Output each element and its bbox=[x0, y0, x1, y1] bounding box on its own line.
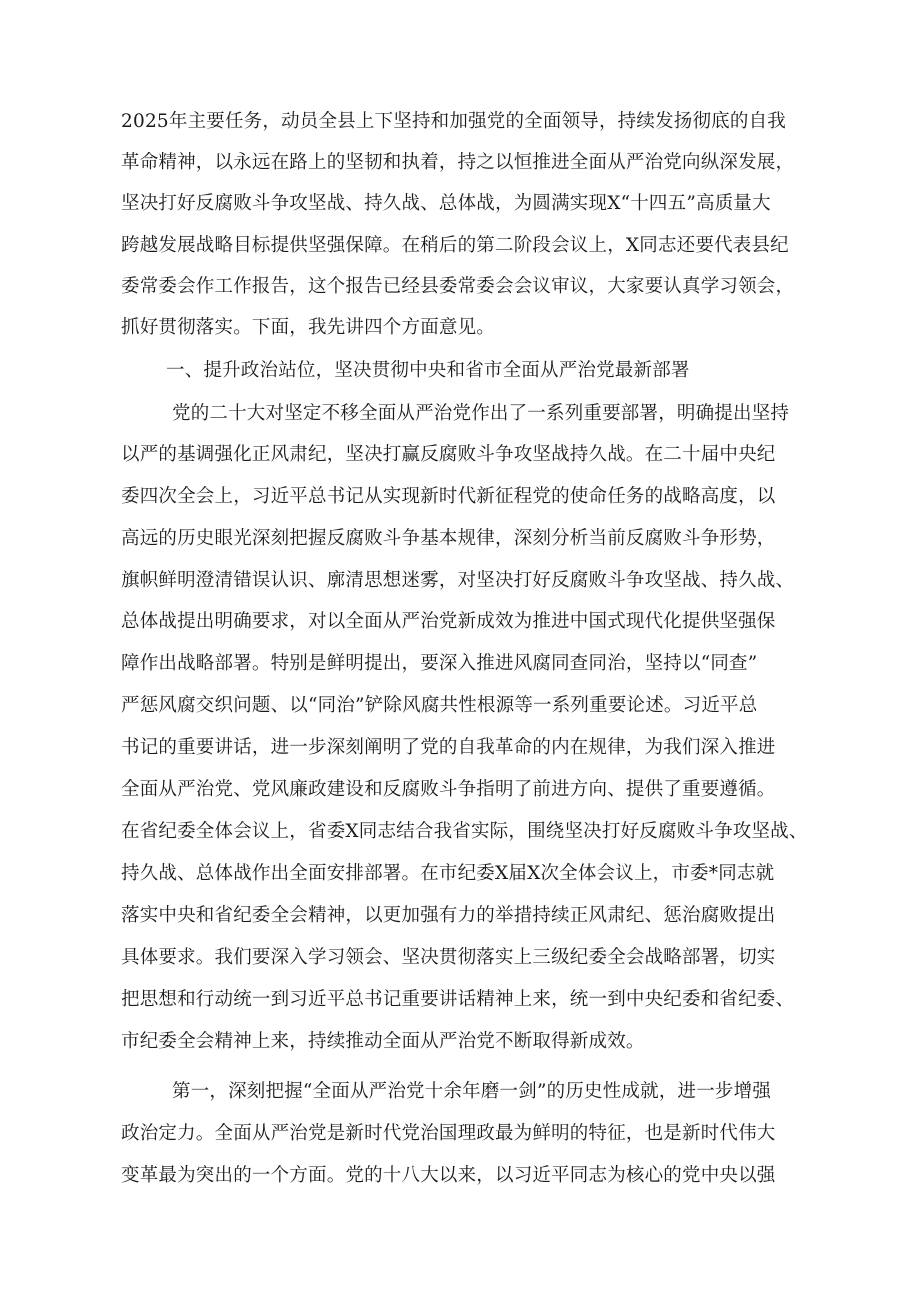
text-line: 委四次全会上，习近平总书记从实现新时代新征程党的使命任务的战略高度，以 bbox=[121, 486, 776, 507]
text-line: 跨越发展战略目标提供坚强保障。在稍后的第二阶段会议上，X同志还要代表县纪 bbox=[121, 235, 789, 256]
text-line: 坚决打好反腐败斗争攻坚战、持久战、总体战，为圆满实现X“十四五”高质量大 bbox=[121, 193, 771, 214]
heading-text: 一、提升政治站位，坚决贯彻中央和省市全面从严治党最新部署 bbox=[166, 360, 690, 381]
text-line: 抓好贯彻落实。下面，我先讲四个方面意见。 bbox=[121, 317, 496, 338]
text-line: 变革最为突出的一个方面。党的十八大以来，以习近平同志为核心的党中央以强 bbox=[121, 1165, 776, 1186]
text-line: 政治定力。全面从严治党是新时代党治国理政最为鲜明的特征，也是新时代伟大 bbox=[121, 1123, 776, 1144]
text-line: 把思想和行动统一到习近平总书记重要讲话精神上来，统一到中央纪委和省纪委、 bbox=[121, 989, 795, 1010]
text-line: 以严的基调强化正风肃纪，坚决打赢反腐败斗争攻坚战持久战。在二十届中央纪 bbox=[121, 444, 776, 465]
text-line: 第一，深刻把握“全面从严治党十余年磨一剑”的历史性成就，进一步增强 bbox=[172, 1081, 772, 1102]
text-line: 持久战、总体战作出全面安排部署。在市纪委X届X次全体会议上，市委*同志就 bbox=[121, 863, 775, 884]
text-line: 2025年主要任务，动员全县上下坚持和加强党的全面领导，持续发扬彻底的自我 bbox=[121, 111, 786, 132]
text-line: 在省纪委全体会议上，省委X同志结合我省实际，围绕坚决打好反腐败斗争攻坚战、 bbox=[121, 821, 808, 842]
text-line: 落实中央和省纪委全会精神，以更加强有力的举措持续正风肃纪、惩治腐败提出 bbox=[121, 905, 776, 926]
text-line: 高远的历史眼光深刻把握反腐败斗争基本规律，深刻分析当前反腐败斗争形势， bbox=[121, 528, 776, 549]
text-line: 书记的重要讲话，进一步深刻阐明了党的自我革命的内在规律，为我们深入推进 bbox=[121, 737, 776, 758]
text-line: 全面从严治党、党风廉政建设和反腐败斗争指明了前进方向、提供了重要遵循。 bbox=[121, 779, 776, 800]
text-line: 具体要求。我们要深入学习领会、坚决贯彻落实上三级纪委全会战略部署，切实 bbox=[121, 947, 776, 968]
text-line: 障作出战略部署。特别是鲜明提出，要深入推进风腐同查同治，坚持以“同查” bbox=[121, 653, 758, 674]
text-line: 市纪委全会精神上来，持续推动全面从严治党不断取得新成效。 bbox=[121, 1031, 645, 1052]
text-line: 严惩风腐交织问题、以“同治”铲除风腐共性根源等一系列重要论述。习近平总 bbox=[121, 695, 758, 716]
text-line: 总体战提出明确要求，对以全面从严治党新成效为推进中国式现代化提供坚强保 bbox=[121, 611, 776, 632]
text-line: 委常委会作工作报告，这个报告已经县委常委会会议审议，大家要认真学习领会， bbox=[121, 276, 795, 297]
text-line: 党的二十大对坚定不移全面从严治党作出了一系列重要部署，明确提出坚持 bbox=[172, 403, 790, 424]
text-line: 旗帜鲜明澄清错误认识、廓清思想迷雾，对坚决打好反腐败斗争攻坚战、持久战、 bbox=[121, 570, 795, 591]
text-line: 革命精神，以永远在路上的坚韧和执着，持之以恒推进全面从严治党向纵深发展， bbox=[121, 152, 795, 173]
